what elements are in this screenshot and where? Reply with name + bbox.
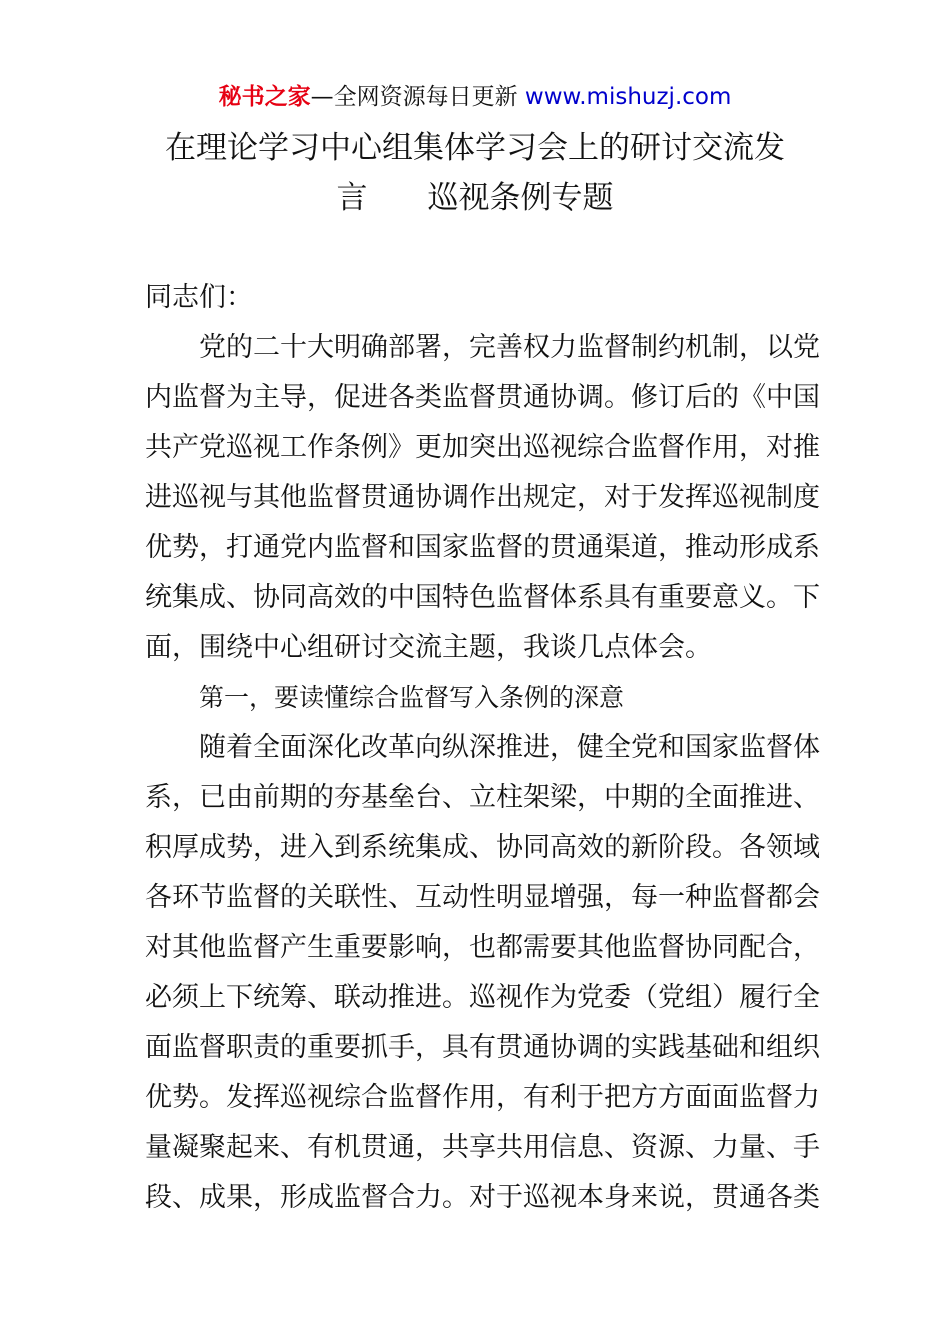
website-link[interactable]: www.mishuzj.com: [524, 84, 732, 110]
body-line: 进巡视与其他监督贯通协调作出规定，对于发挥巡视制度: [145, 482, 820, 513]
body-line: 积厚成势，进入到系统集成、协同高效的新阶段。各领域: [145, 832, 820, 863]
body-line: 面，围绕中心组研讨交流主题，我谈几点体会。: [145, 632, 712, 663]
salutation: 同志们：: [145, 282, 253, 313]
body-line: 随着全面深化改革向纵深推进，健全党和国家监督体: [199, 732, 820, 763]
body-line: 面监督职责的重要抓手，具有贯通协调的实践基础和组织: [145, 1032, 820, 1063]
body-line: 段、成果，形成监督合力。对于巡视本身来说，贯通各类: [145, 1182, 820, 1213]
body-line: 统集成、协同高效的中国特色监督体系具有重要意义。下: [145, 582, 820, 613]
document-subtitle: 巡视条例专题: [427, 180, 614, 216]
banner-slogan: —全网资源每日更新: [310, 84, 525, 110]
body-line: 优势。发挥巡视综合监督作用，有利于把方方面面监督力: [145, 1082, 820, 1113]
body-line: 共产党巡视工作条例》更加突出巡视综合监督作用，对推: [145, 432, 820, 463]
brand-name: 秘书之家: [218, 84, 311, 110]
body-line: 内监督为主导，促进各类监督贯通协调。修订后的《中国: [145, 382, 820, 413]
body-line: 量凝聚起来、有机贯通，共享共用信息、资源、力量、手: [145, 1132, 820, 1163]
site-banner: [0, 80, 950, 114]
document-title-line-2: [100, 173, 850, 223]
document-body: [145, 273, 820, 1223]
body-line: 必须上下统筹、联动推进。巡视作为党委（党组）履行全: [145, 982, 820, 1013]
document-title-tail: 言: [336, 180, 368, 216]
body-line: 各环节监督的关联性、互动性明显增强，每一种监督都会: [145, 882, 820, 913]
body-line: 党的二十大明确部署，完善权力监督制约机制，以党: [199, 332, 820, 363]
document-title-line-1: 在理论学习中心组集体学习会上的研讨交流发: [165, 130, 785, 166]
body-line: 对其他监督产生重要影响，也都需要其他监督协同配合，: [145, 932, 820, 963]
body-line: 优势，打通党内监督和国家监督的贯通渠道，推动形成系: [145, 532, 820, 563]
body-line: 系，已由前期的夯基垒台、立柱架梁，中期的全面推进、: [145, 782, 820, 813]
section-heading: 第一，要读懂综合监督写入条例的深意: [199, 683, 625, 712]
